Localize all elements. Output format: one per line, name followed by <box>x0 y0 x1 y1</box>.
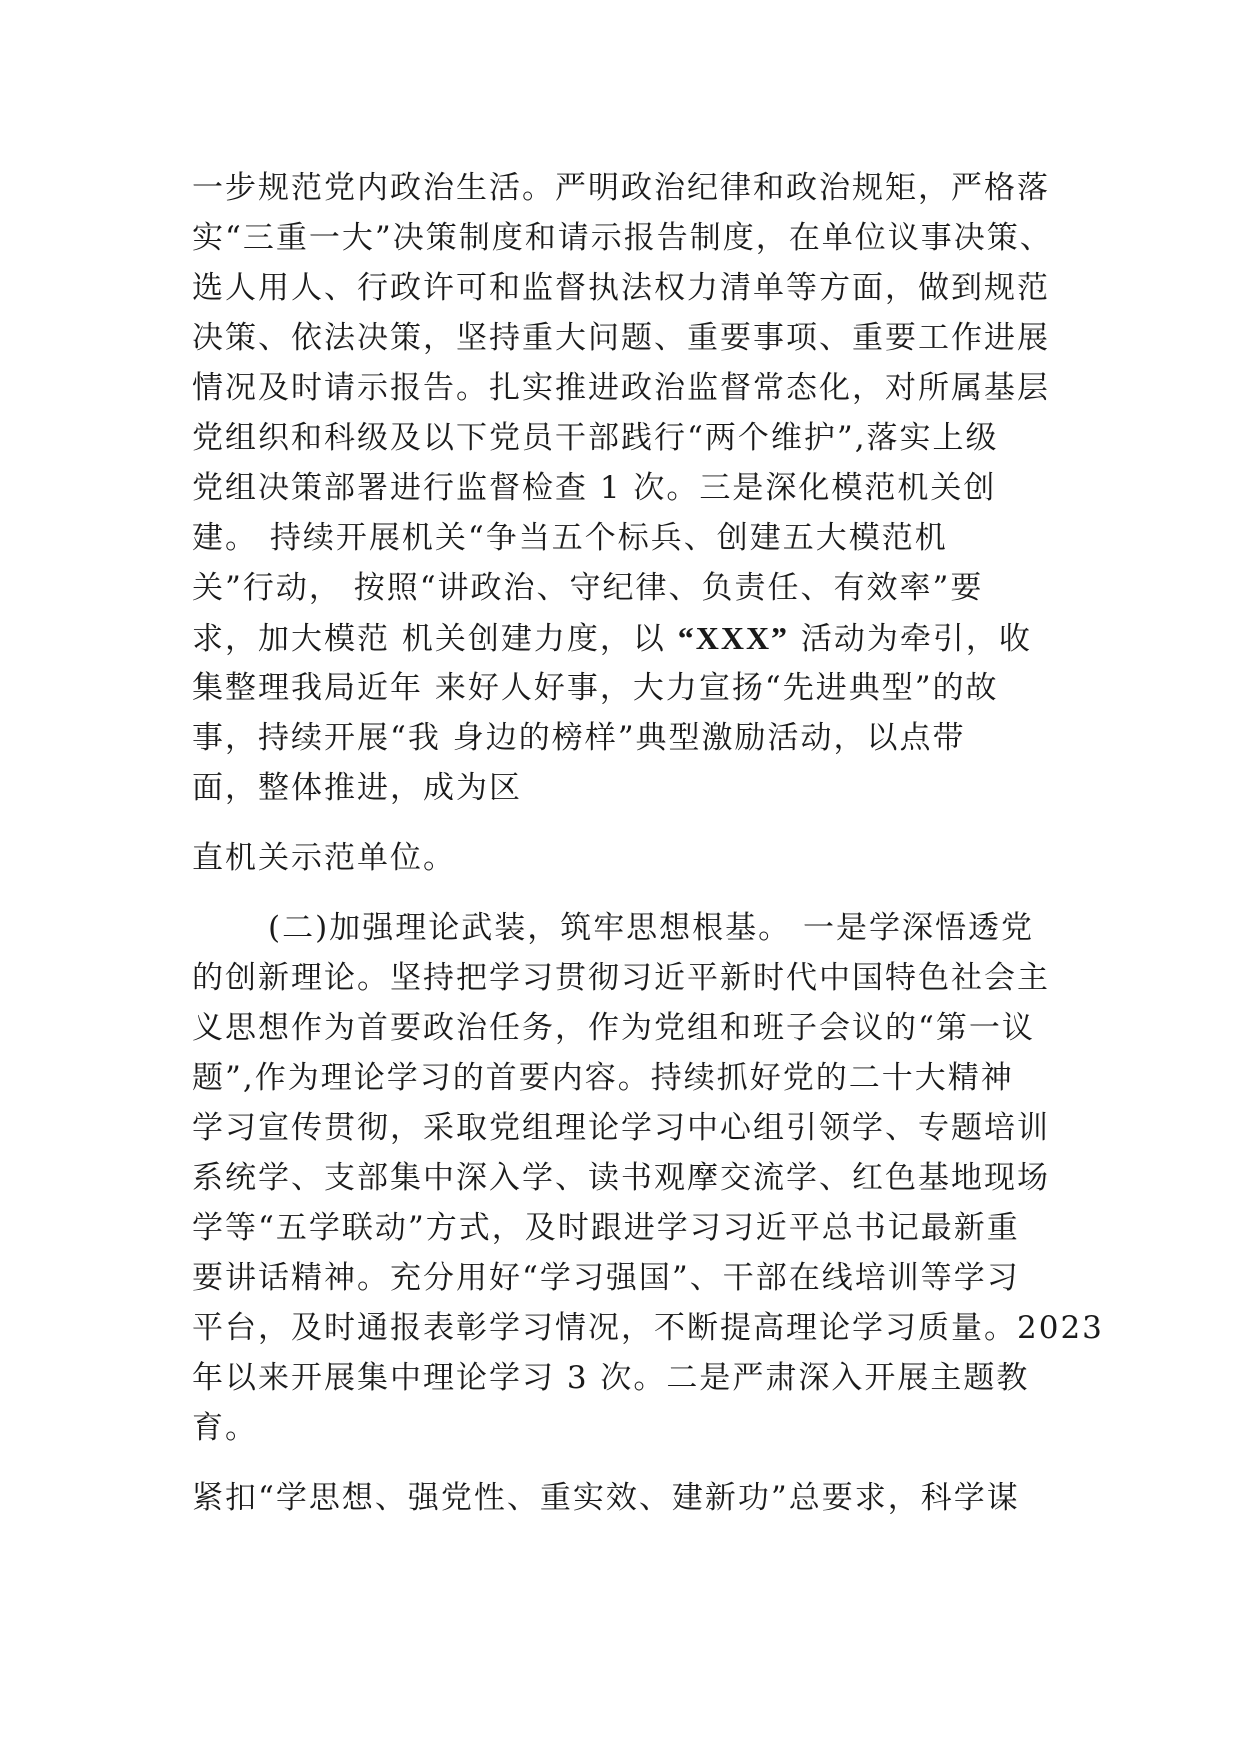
text-line: 党组织和科级及以下党员干部践行“两个维护”,落实上级 <box>192 420 999 456</box>
text-line: 选人用人、行政许可和监督执法权力清单等方面，做到规范 <box>192 270 1050 306</box>
text-line: 情况及时请示报告。扎实推进政治监督常态化，对所属基层 <box>192 370 1050 406</box>
text-line: 系统学、支部集中深入学、读书观摩交流学、红色基地现场 <box>192 1160 1050 1196</box>
text-line: 题”,作为理论学习的首要内容。持续抓好党的二十大精神 <box>192 1060 1014 1096</box>
text-line: 育。 <box>192 1410 258 1446</box>
text-line: 的创新理论。坚持把学习贯彻习近平新时代中国特色社会主 <box>192 960 1050 996</box>
text-line: 学习宣传贯彻，采取党组理论学习中心组引领学、专题培训 <box>192 1110 1050 1146</box>
text-line: 面，整体推进，成为区 <box>192 770 522 806</box>
text-line: 党组决策部署进行监督检查 1 次。三是深化模范机关创 <box>192 470 997 506</box>
text-line: 年以来开展集中理论学习 3 次。二是严肃深入开展主题教 <box>192 1360 1030 1396</box>
text-line: 决策、依法决策，坚持重大问题、重要事项、重要工作进展 <box>192 320 1050 356</box>
text-line: 要讲话精神。充分用好“学习强国”、干部在线培训等学习 <box>192 1260 1020 1296</box>
text-line: 关”行动， 按照“讲政治、守纪律、负责任、有效率”要 <box>192 570 984 606</box>
text-line: 紧扣“学思想、强党性、重实效、建新功”总要求，科学谋 <box>192 1480 1020 1516</box>
text-segment: 活动为牵引，收 <box>800 621 1032 657</box>
text-line: 一步规范党内政治生活。严明政治纪律和政治规矩，严格落 <box>192 170 1050 206</box>
text-line: 平台，及时通报表彰学习情况，不断提高理论学习质量。2023 <box>192 1310 1104 1346</box>
section-heading-line: (二)加强理论武装，筑牢思想根基。 一是学深悟透党 <box>268 910 1035 946</box>
text-line: 集整理我局近年 来好人好事，大力宣扬“先进典型”的故 <box>192 670 999 706</box>
text-line: 直机关示范单位。 <box>192 840 456 876</box>
text-line: 实“三重一大”决策制度和请示报告制度，在单位议事决策、 <box>192 220 1053 256</box>
text-line-with-bold <box>192 618 1032 659</box>
bold-term: “XXX” <box>677 620 790 656</box>
text-line: 建。 持续开展机关“争当五个标兵、创建五大模范机 <box>192 520 948 556</box>
text-line: 事，持续开展“我 身边的榜样”典型激励活动，以点带 <box>192 720 966 756</box>
text-segment: 求，加大模范 机关创建力度，以 <box>192 621 666 657</box>
text-line: 学等“五学联动”方式，及时跟进学习习近平总书记最新重 <box>192 1210 1020 1246</box>
text-line: 义思想作为首要政治任务，作为党组和班子会议的“第一议 <box>192 1010 1035 1046</box>
